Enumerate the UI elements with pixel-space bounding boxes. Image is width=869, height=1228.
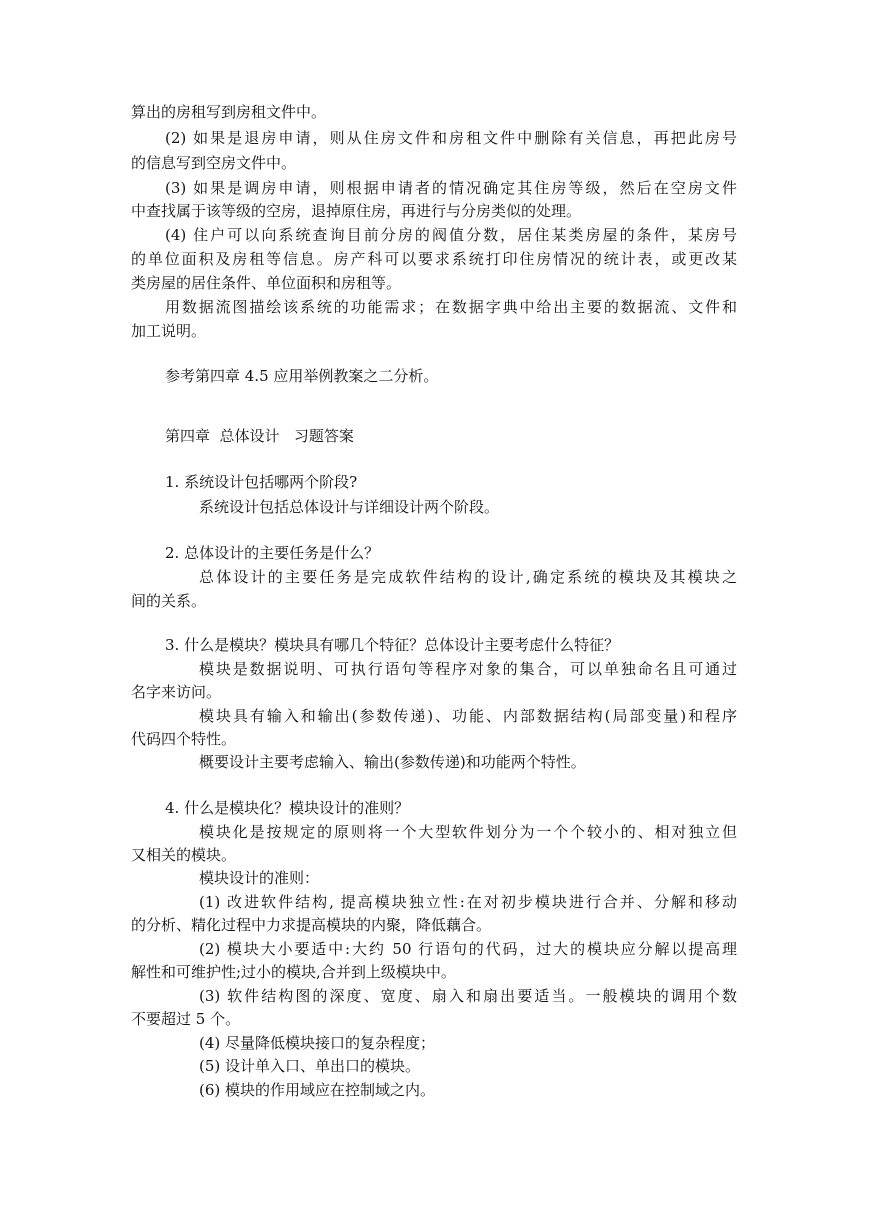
answer-3-line: 模块是数据说明、可执行语句等程序对象的集合，可以单独命名且可通过 — [199, 660, 737, 678]
rule-1-line: (1) 改进软件结构, 提高模块独立性:在对初步模块进行合并、分解和移动 — [199, 893, 737, 911]
answer-2-line: 总体设计的主要任务是完成软件结构的设计,确定系统的模块及其模块之 — [199, 568, 737, 586]
rule-1-line: 的分析、精化过程中力求提高模块的内聚，降低藕合。 — [131, 916, 492, 934]
rule-2-line: 解性和可维护性;过小的模块,合并到上级模块中。 — [131, 963, 456, 981]
intro-item-3-line: 中查找属于该等级的空房，退掉原住房，再进行与分房类似的处理。 — [131, 202, 582, 220]
rule-2-line: (2) 模块大小要适中:大约 50 行语句的代码，过大的模块应分解以提高理 — [199, 940, 737, 958]
intro-item-3-line: (3) 如果是调房申请，则根据申请者的情况确定其住房等级，然后在空房文件 — [165, 179, 737, 197]
intro-item-4-line: 类房屋的居住条件、单位面积和房租等。 — [131, 274, 402, 292]
question-3: 3. 什么是模块？模块具有哪几个特征？总体设计主要考虑什么特征？ — [165, 636, 620, 654]
answer-3-line: 模块具有输入和输出(参数传递)、功能、内部数据结构(局部变量)和程序 — [199, 707, 737, 725]
intro-item-4-line: 的单位面积及房租等信息。房产科可以要求系统打印住房情况的统计表，或更改某 — [131, 250, 737, 268]
rule-4: (4) 尽量降低模块接口的复杂程度； — [199, 1034, 436, 1052]
answer-1: 系统设计包括总体设计与详细设计两个阶段。 — [199, 498, 500, 516]
rule-3-line: (3) 软件结构图的深度、宽度、扇入和扇出要适当。一般模块的调用个数 — [199, 987, 737, 1005]
question-1: 1. 系统设计包括哪两个阶段? — [165, 473, 358, 491]
rules-title: 模块设计的准则： — [199, 869, 320, 887]
answer-4-line: 模块化是按规定的原则将一个大型软件划分为一个个较小的、相对独立但 — [199, 823, 737, 841]
rule-3-line: 不要超过 5 个。 — [131, 1010, 241, 1028]
question-2: 2. 总体设计的主要任务是什么？ — [165, 544, 380, 562]
answer-2-line: 间的关系。 — [131, 592, 207, 610]
rule-5: (5) 设计单入口、单出口的模块。 — [199, 1057, 421, 1075]
rule-6: (6) 模块的作用域应在控制域之内。 — [199, 1081, 436, 1099]
answer-4-line: 又相关的模块。 — [131, 846, 237, 864]
intro-item-4-line: (4) 住户可以向系统查询目前分房的阀值分数，居住某类房屋的条件，某房号 — [165, 226, 737, 244]
intro-paragraph-line: 用数据流图描绘该系统的功能需求；在数据字典中给出主要的数据流、文件和 — [165, 298, 737, 316]
reference-note: 参考第四章 4.5 应用举例教案之二分析。 — [165, 367, 439, 385]
intro-item-2-line: (2) 如果是退房申请，则从住房文件和房租文件中删除有关信息，再把此房号 — [165, 129, 737, 147]
intro-paragraph-line: 加工说明。 — [131, 322, 207, 340]
answer-3-line: 代码四个特性。 — [131, 730, 237, 748]
answer-3-line: 概要设计主要考虑输入、输出(参数传递)和功能两个特性。 — [199, 753, 586, 771]
answer-3-line: 名字来访问。 — [131, 683, 222, 701]
intro-item-2-line: 的信息写到空房文件中。 — [131, 154, 297, 172]
question-4: 4. 什么是模块化？模块设计的准则？ — [165, 799, 410, 817]
chapter-title: 第四章 总体设计 习题答案 — [165, 427, 354, 445]
intro-line: 算出的房租写到房租文件中。 — [131, 103, 327, 121]
